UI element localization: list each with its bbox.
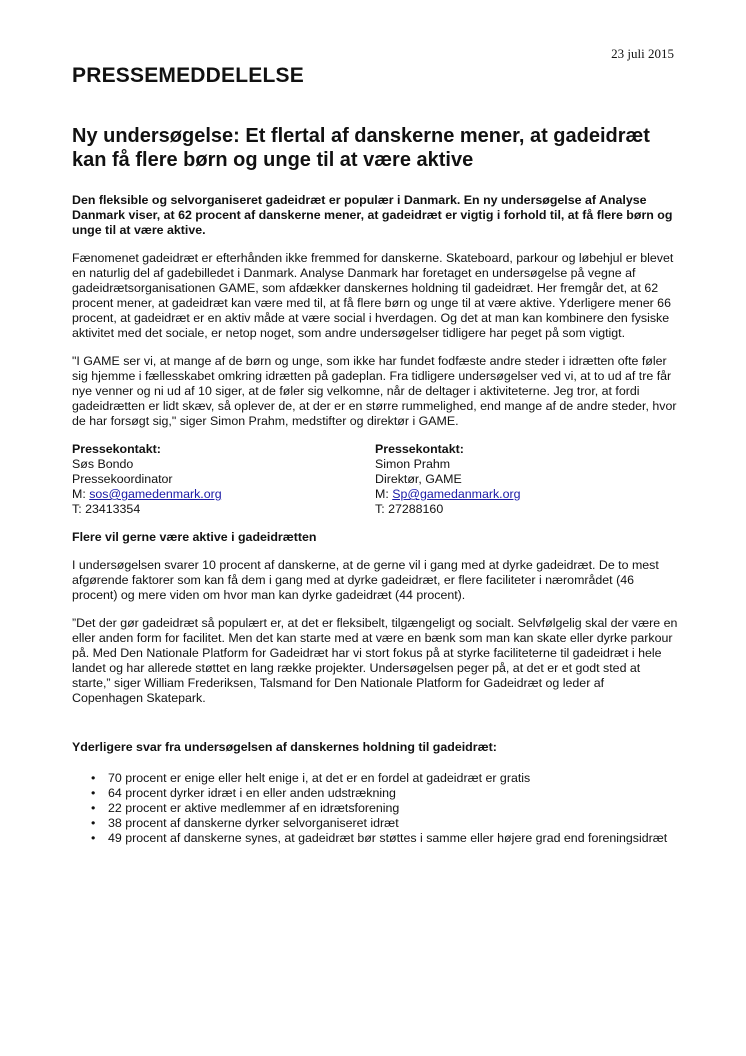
contact-heading: Pressekontakt: (72, 442, 161, 456)
press-contacts (72, 442, 678, 517)
contact-email-link[interactable]: sos@gamedenmark.org (89, 487, 222, 501)
section-quote-paragraph: ”Det der gør gadeidræt så populært er, at det er fleksibelt, tilgængeligt og socialt. Selvfølgelig skal der være en eller anden form for facilitet. Men det kan starte med at være en bænk som man kan skate eller dyrke parkour på. Med Den Nationale Platform for Gadeidræt har vi stort fokus på at styrke faciliteterne til gadeidræt i hele landet og har allerede støttet en lang række projekter. Undersøgelsen peger på, at det er et godt sted at starte,” siger William Frederiksen, Talsmand for Den Nationale Platform for Gadeidræt og leder af Copenhagen Skatepark. (72, 616, 678, 705)
press-contact-left (72, 442, 375, 517)
headline: Ny undersøgelse: Et flertal af danskerne mener, at gadeidræt kan få flere børn og unge til at være aktive (72, 125, 650, 171)
list-item-text: 49 procent af danskerne synes, at gadeidræt bør støttes i samme eller højere grad end foreningsidræt (108, 831, 668, 845)
section-heading: Flere vil gerne være aktive i gadeidrætten (72, 530, 317, 544)
contact-phone: T: 23413354 (72, 502, 141, 516)
bullet-icon: • (91, 831, 96, 845)
list-item-text: 64 procent dyrker idræt i en eller anden udstrækning (108, 786, 396, 800)
contact-name: Søs Bondo (72, 457, 134, 471)
list-item-text: 70 procent er enige eller helt enige i, at det er en fordel at gadeidræt er gratis (108, 771, 531, 785)
contact-email-line (72, 487, 375, 502)
document-body (72, 193, 678, 846)
list-item (72, 786, 678, 801)
press-contact-right (375, 442, 678, 517)
quote-paragraph: "I GAME ser vi, at mange af de børn og unge, som ikke har fundet fodfæste andre steder i idrætten ofte føler sig hjemme i fællesskabet omkring idrætten på gadeplan. Fra tidligere undersøgelser ved vi, at to ud af tre får nye venner og ni ud af 10 siger, at de føler sig velkomne, når de deltager i aktiviteterne. Jeg tror, at fordi gadeidrætten er lidt skæv, så oplever de, at der er en større rummelighed, end mange af de andre steder, hvor de har forsøgt sig," siger Simon Prahm, medstifter og direktør i GAME. (72, 354, 677, 428)
section-paragraph: I undersøgelsen svarer 10 procent af danskerne, at de gerne vil i gang med at dyrke gadeidræt. De to mest afgørende faktorer som kan få dem i gang med at dyrke gadeidræt, er flere faciliteter i nærområdet (46 procent) og mere viden om hvor man kan dyrke gadeidræt (44 procent). (72, 558, 659, 602)
list-heading: Yderligere svar fra undersøgelsen af danskernes holdning til gadeidræt: (72, 740, 497, 754)
document-date: 23 juli 2015 (611, 46, 674, 61)
contact-email-line (375, 487, 678, 502)
contact-role: Pressekoordinator (72, 472, 173, 486)
lead-paragraph: Den fleksible og selvorganiseret gadeidræt er populær i Danmark. En ny undersøgelse af Analyse Danmark viser, at 62 procent af danskerne mener, at gadeidræt er vigtig i forhold til, at få flere børn og unge til at være aktive. (72, 193, 673, 237)
list-item-text: 38 procent af danskerne dyrker selvorganiseret idræt (108, 816, 399, 830)
list-item (72, 771, 678, 786)
body-paragraph: Fænomenet gadeidræt er efterhånden ikke fremmed for danskerne. Skateboard, parkour og løbehjul er blevet en naturlig del af gadebilledet i Danmark. Analyse Danmark har foretaget en undersøgelse på vegne af gadeidrætsorganisationen GAME, som afdækker danskernes holdning til gadeidræt. Her fremgår det, at 62 procent mener, at gadeidræt kan være med til, at få flere børn og unge til at være aktive. Yderligere mener 66 procent, at gadeidræt er en aktiv måde at være social i hverdagen. Og det at man kan kombinere den fysiske aktivitet med det sociale, er netop noget, som andre undersøgelser tidligere har peget på som vigtigt. (72, 251, 674, 340)
list-item (72, 816, 678, 831)
bullet-icon: • (91, 786, 96, 800)
contact-email-link[interactable]: Sp@gamedanmark.org (392, 487, 521, 501)
contact-phone: T: 27288160 (375, 502, 444, 516)
bullet-icon: • (91, 771, 96, 785)
email-prefix: M: (72, 487, 90, 501)
list-item (72, 801, 678, 816)
list-item (72, 831, 678, 846)
contact-name: Simon Prahm (375, 457, 451, 471)
contact-role: Direktør, GAME (375, 472, 462, 486)
press-release-label: PRESSEMEDDELELSE (72, 64, 304, 87)
contact-heading: Pressekontakt: (375, 442, 464, 456)
email-prefix: M: (375, 487, 393, 501)
bullet-icon: • (91, 801, 96, 815)
bullet-icon: • (91, 816, 96, 830)
facts-list (72, 771, 678, 846)
list-item-text: 22 procent er aktive medlemmer af en idrætsforening (108, 801, 400, 815)
